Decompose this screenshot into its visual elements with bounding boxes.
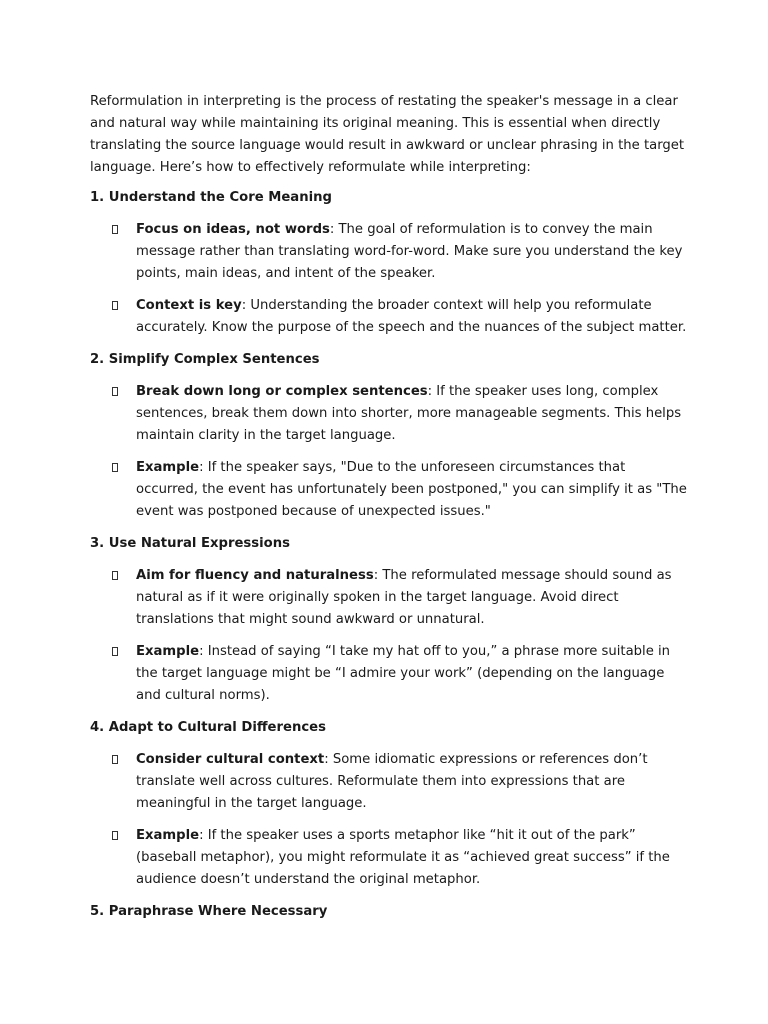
section-4 <box>90 717 690 891</box>
list-item <box>90 219 690 285</box>
section-2 <box>90 349 690 523</box>
section-5 <box>90 901 690 923</box>
bullet-text: : If the speaker uses a sports metaphor like “hit it out of the park” (baseball metaphor), you might reformulate it as “achieved great success” if the audience doesn’t understand the original metaphor. <box>136 828 670 887</box>
section-heading: 1. Understand the Core Meaning <box>90 190 332 205</box>
bullet-list <box>90 749 690 891</box>
bullet-icon <box>112 387 118 396</box>
bullet-term: Context is key <box>136 298 242 313</box>
list-item <box>90 641 690 707</box>
list-item <box>90 295 690 339</box>
bullet-text: : If the speaker says, "Due to the unforeseen circumstances that occurred, the event has unfortunately been postponed," you can simplify it as "The event was postponed because of unexpected issues." <box>136 460 687 519</box>
bullet-icon <box>112 225 118 234</box>
bullet-icon <box>112 831 118 840</box>
list-item <box>90 749 690 815</box>
section-heading: 5. Paraphrase Where Necessary <box>90 904 328 919</box>
bullet-term: Aim for fluency and naturalness <box>136 568 374 583</box>
bullet-list <box>90 565 690 707</box>
bullet-term: Example <box>136 828 200 843</box>
list-item <box>90 381 690 447</box>
section-heading: 2. Simplify Complex Sentences <box>90 352 320 367</box>
bullet-icon <box>112 301 118 310</box>
section-heading: 4. Adapt to Cultural Differences <box>90 720 326 735</box>
bullet-icon <box>112 571 118 580</box>
bullet-icon <box>112 755 118 764</box>
intro-paragraph: Reformulation in interpreting is the process of restating the speaker's message in a clear and natural way while maintaining its original meaning. This is essential when directly translating the source language would result in awkward or unclear phrasing in the target language. Here’s how to effectively reformulate while interpreting: <box>90 94 685 175</box>
bullet-icon <box>112 647 118 656</box>
list-item <box>90 825 690 891</box>
bullet-term: Break down long or complex sentences <box>136 384 428 399</box>
bullet-term: Focus on ideas, not words <box>136 222 330 237</box>
list-item <box>90 565 690 631</box>
document-page <box>90 91 690 933</box>
bullet-text: : If the speaker uses long, complex sentences, break them down into shorter, more manageable segments. This helps maintain clarity in the target language. <box>136 384 682 443</box>
bullet-term: Example <box>136 460 200 475</box>
bullet-text: : Understanding the broader context will help you reformulate accurately. Know the purpose of the speech and the nuances of the subject matter. <box>136 298 687 335</box>
bullet-term: Consider cultural context <box>136 752 325 767</box>
bullet-term: Example <box>136 644 200 659</box>
section-1 <box>90 187 690 339</box>
bullet-list <box>90 219 690 339</box>
section-heading: 3. Use Natural Expressions <box>90 536 290 551</box>
bullet-text: : Instead of saying “I take my hat off to you,” a phrase more suitable in the target language might be “I admire your work” (depending on the language and cultural norms). <box>136 644 671 703</box>
bullet-list <box>90 381 690 523</box>
bullet-text: : The goal of reformulation is to convey the main message rather than translating word-for-word. Make sure you understand the key points, main ideas, and intent of the speaker. <box>136 222 683 281</box>
bullet-text: : Some idiomatic expressions or references don’t translate well across cultures. Reformulate them into expressions that are meaningful in the target language. <box>136 752 648 811</box>
section-3 <box>90 533 690 707</box>
bullet-icon <box>112 463 118 472</box>
list-item <box>90 457 690 523</box>
bullet-text: : The reformulated message should sound as natural as if it were originally spoken in the target language. Avoid direct translations that might sound awkward or unnatural. <box>136 568 672 627</box>
